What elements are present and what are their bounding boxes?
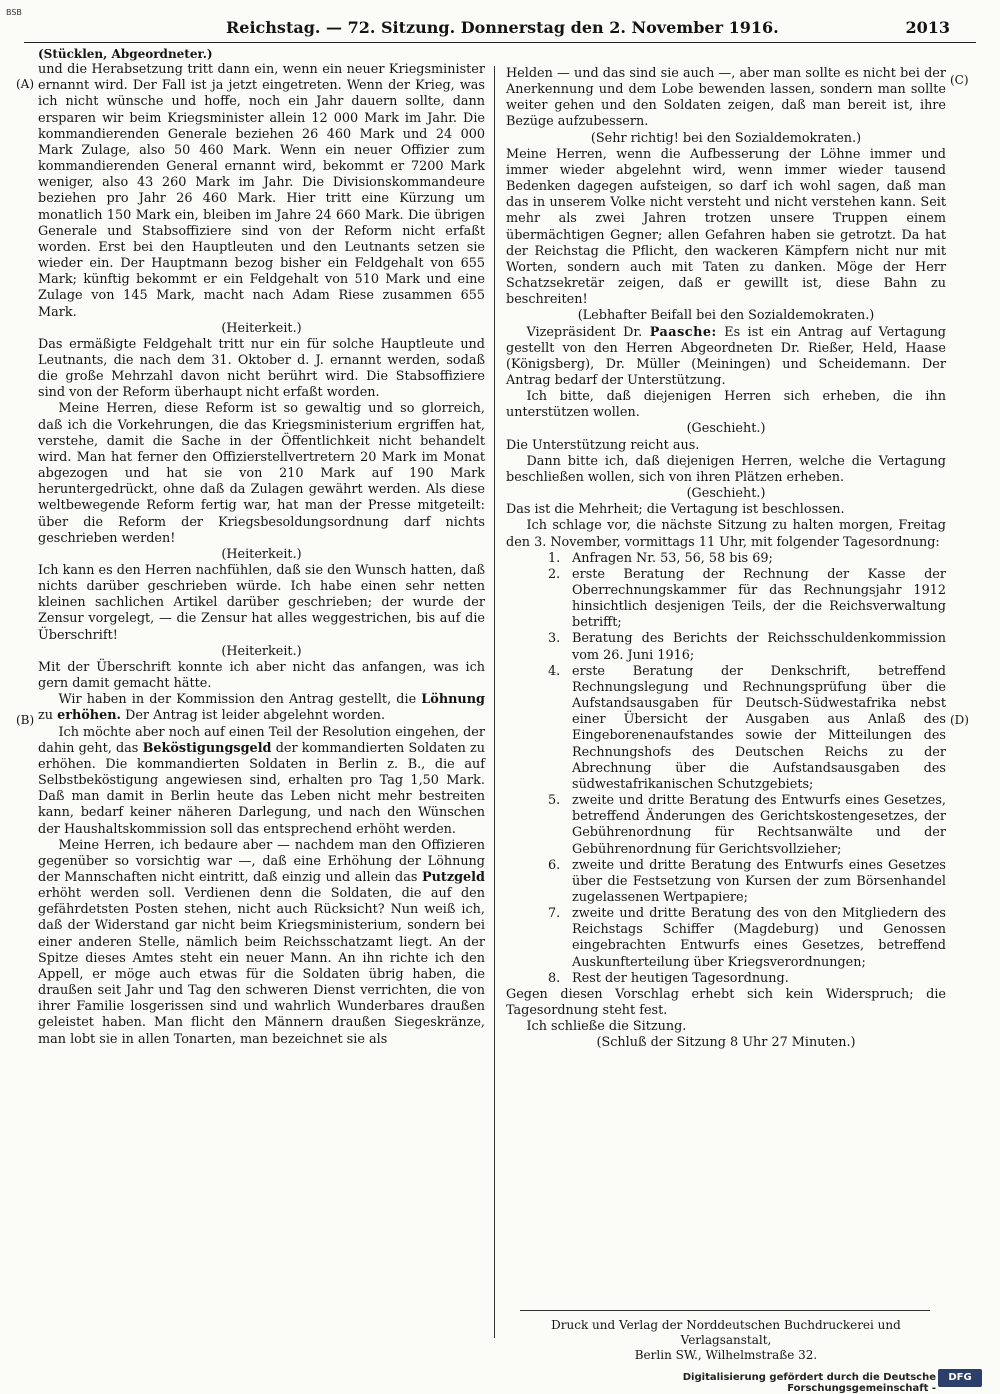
paragraph: Ich schlage vor, die nächste Sitzung zu halten morgen, Freitag den 3. November, vormittags 11 Uhr, mit folgender Tagesordnung: bbox=[506, 518, 946, 550]
text-run: Wir haben in der Kommission den Antrag gestellt, die bbox=[58, 692, 417, 708]
right-column bbox=[506, 66, 946, 1052]
text-run: erhöht werden soll. Verdienen denn die Soldaten, die auf den gefährdetsten Posten stehen, nicht auch Rücksicht? Nun weiß ich, daß der Widerstand gar nicht beim Kriegsministerium, sondern bei einer anderen Stelle, nämlich beim Reichsschatzamt liegt. An der Spitze dieses Amtes steht ein neuer Mann. An ihn richte ich den Appell, er möge auch etwas für die Soldaten übrig haben, die draußen seit Jahr und Tag den schweren Dienst verrichten, die von ihrer Familie losgerissen sind und wahrlich Wunderbares draußen geleistet haben. Man flicht den Männern draußen Siegeskränze, man lobt sie in allen Tonarten, man bezeichnet sie als bbox=[38, 886, 485, 1047]
margin-mark-b: (B) bbox=[16, 713, 35, 727]
imprint-line: Berlin SW., Wilhelmstraße 32. bbox=[634, 1348, 818, 1362]
paragraph bbox=[38, 692, 485, 724]
agenda-text: zweite und dritte Beratung des von den Mitgliedern des Reichstags Schiffer (Magdeburg) und Genossen eingebrachten Entwurfs eines Gesetzes, betreffend Auskunfterteilung über Kriegsverordnungen; bbox=[572, 906, 946, 970]
agenda-item bbox=[506, 551, 946, 567]
agenda-text: Beratung des Berichts der Reichsschuldenkommission vom 26. Juni 1916; bbox=[572, 631, 946, 663]
paragraph: Helden — und das sind sie auch —, aber man sollte es nicht bei der Anerkennung und dem Lobe bewenden lassen, sondern man sollte weiter gehen und den Soldaten zeigen, daß man bereit ist, ihre Bezüge aufzubessern. bbox=[506, 66, 946, 130]
agenda-item bbox=[506, 858, 946, 906]
interjection: (Geschieht.) bbox=[686, 421, 766, 437]
paragraph: Das ermäßigte Feldgehalt tritt nur ein für solche Hauptleute und Leutnants, die nach dem 31. Oktober d. J. ernannt werden, sodaß die große Mehrzahl davon nicht berührt wird. Die Stabsoffiziere sind von der Reform überhaupt nicht erfaßt worden. bbox=[38, 336, 485, 401]
agenda-text: erste Beratung der Denkschrift, betreffend Rechnungslegung und Rechnungsprüfung über die Aufstandsausgaben für Deutsch-Südwestafrika nebst einer Übersicht der Ausgaben aus Anlaß des Eingeborenenaufstandes sowie der Mitteilungen des Rechnungshofs des Deutschen Reichs zu der Abrechnung über die Aufstandsausgaben des südwestafrikanischen Schutzgebiets; bbox=[572, 663, 946, 792]
agenda-text: zweite und dritte Beratung des Entwurfs eines Gesetzes über die Festsetzung von Kursen der zum Börsenhandel zugelassenen Wertpapiere; bbox=[572, 857, 946, 905]
agenda-text: zweite und dritte Beratung des Entwurfs eines Gesetzes, betreffend Änderungen des Gerichtskostengesetzes, der Gebührenordnung für Rechtsanwälte und der Gebührenordnung für Gerichtsvollzieher; bbox=[572, 793, 946, 857]
speaker-name: Paasche: bbox=[649, 324, 717, 340]
text-run: Ich möchte aber noch auf einen Teil der Resolution eingehen, der dahin geht, das bbox=[38, 724, 485, 756]
imprint-line: Druck und Verlag der Norddeutschen Buchdruckerei und Verlagsanstalt, bbox=[551, 1318, 901, 1347]
paragraph: Die Unterstützung reicht aus. bbox=[506, 437, 700, 453]
agenda-number: 1. bbox=[548, 550, 561, 566]
interjection: (Heiterkeit.) bbox=[221, 546, 302, 562]
paragraph: Ich bitte, daß diejenigen Herren sich erheben, die ihn unterstützen wollen. bbox=[506, 389, 946, 421]
text-run: der kommandierten Soldaten zu erhöhen. Die kommandierten Soldaten in Berlin z. B., die auf Selbstbeköstigung angewiesen sind, erhalten pro Tag 1,50 Mark. Daß man damit in Berlin heute das Leben nicht mehr bestreiten kann, bedarf keiner näheren Darlegung, und nach den Wünschen der Haushaltskommission soll das entsprechend erhöht werden. bbox=[38, 740, 485, 837]
margin-mark-a: (A) bbox=[16, 77, 35, 91]
agenda-number: 8. bbox=[548, 970, 561, 986]
paragraph: Ich kann es den Herren nachfühlen, daß sie den Wunsch hatten, daß nichts darüber geschrieben würde. Ich habe einen sehr netten kleinen sachlichen Artikel darüber geschrieben; der wurde der Zensur vorgelegt, — die Zensur hat alles weggestrichen, bis auf die Überschrift! bbox=[38, 563, 485, 643]
margin-mark-c: (C) bbox=[950, 73, 969, 87]
text-run: Es ist ein Antrag auf Vertagung gestellt von den Herren Abgeordneten Dr. Rießer, Held, Haase (Königsberg), Dr. Müller (Meiningen) und Scheidemann. Der Antrag bedarf der Unterstützung. bbox=[506, 324, 946, 388]
agenda-number: 2. bbox=[548, 566, 561, 582]
text-run: Meine Herren, ich bedaure aber — nachdem man den Offizieren gegenüber so vorsichtig war —, daß eine Erhöhung der Löhnung der Mannschaften nicht eintritt, daß einzig und allein das bbox=[38, 837, 485, 885]
emphasis: Beköstigungsgeld bbox=[142, 740, 272, 756]
text-run: Vizepräsident Dr. bbox=[526, 324, 643, 340]
library-mark: BSB bbox=[6, 8, 22, 17]
paragraph: Meine Herren, wenn die Aufbesserung der Löhne immer und immer wieder abgelehnt wird, wenn immer wieder tausend Bedenken dagegen aufsteigen, so darf ich wohl sagen, daß man das in unserem Volke nicht versteht und nicht verstehen kann. Seit mehr als zwei Jahren trotzen unsere Truppen einem übermächtigen Gegner; allen Gefahren haben sie getrotzt. Da hat der Reichstag die Pflicht, den wackeren Kämpfern nicht nur mit Worten, sondern auch mit Taten zu danken. Möge der Herr Schatzsekretär zeigen, daß er gewillt ist, diese Bahn zu beschreiten! bbox=[506, 146, 946, 308]
interjection: (Lebhafter Beifall bei den Sozialdemokraten.) bbox=[577, 308, 875, 324]
page-number: 2013 bbox=[905, 18, 950, 37]
agenda-number: 5. bbox=[548, 793, 561, 809]
header-title: Reichstag. — 72. Sitzung. Donnerstag den 2. November 1916. bbox=[226, 18, 779, 37]
paragraph: Gegen diesen Vorschlag erhebt sich kein Widerspruch; die Tagesordnung steht fest. bbox=[506, 986, 946, 1019]
text-run: Der Antrag ist leider abgelehnt worden. bbox=[125, 708, 386, 724]
dfg-logo: DFG bbox=[938, 1369, 982, 1387]
closing-note: (Schluß der Sitzung 8 Uhr 27 Minuten.) bbox=[596, 1035, 856, 1051]
emphasis: Putzgeld bbox=[421, 869, 485, 885]
running-header bbox=[226, 18, 976, 40]
agenda-item bbox=[506, 631, 946, 663]
paragraph: Ich schließe die Sitzung. bbox=[526, 1019, 687, 1035]
agenda-text: Anfragen Nr. 53, 56, 58 bis 69; bbox=[572, 550, 773, 566]
emphasis: Löhnung bbox=[421, 692, 485, 708]
header-rule bbox=[24, 42, 976, 43]
agenda-item bbox=[506, 971, 946, 987]
agenda-number: 4. bbox=[548, 663, 561, 679]
agenda-text: Rest der heutigen Tagesordnung. bbox=[572, 970, 789, 986]
paragraph bbox=[506, 325, 946, 390]
paragraph bbox=[38, 838, 485, 1048]
interjection: (Heiterkeit.) bbox=[221, 320, 302, 336]
interjection: (Sehr richtig! bei den Sozialdemokraten.) bbox=[590, 130, 862, 146]
paragraph: Meine Herren, diese Reform ist so gewaltig und so glorreich, daß ich die Vorkehrungen, die das Kriegsministerium ergriffen hat, verstehe, damit die Sache in der Öffentlichkeit nicht behandelt wird. Man hat ferner den Offizierstellvertretern 20 Mark im Monat abgezogen und hat sie von 210 Mark auf 190 Mark heruntergedrückt, ohne daß da Zulagen gewährt werden. Als diese weltbewegende Reform fertig war, hat man der Presse mitgeteilt: über die Reform der Kriegsbesoldungsordnung darf nichts geschrieben werden! bbox=[38, 401, 485, 546]
agenda-item bbox=[506, 906, 946, 971]
left-column bbox=[38, 46, 485, 1048]
agenda-text: erste Beratung der Rechnung der Kasse der Oberrechnungskammer für das Rechnungsjahr 1912 hinsichtlich desjenigen Teils, der die Reichsverwaltung betrifft; bbox=[572, 566, 946, 631]
interjection: (Heiterkeit.) bbox=[221, 643, 302, 659]
imprint bbox=[506, 1318, 946, 1363]
agenda-number: 3. bbox=[548, 631, 561, 647]
margin-mark-d: (D) bbox=[950, 713, 969, 727]
emphasis: erhöhen. bbox=[57, 708, 121, 724]
digitization-note: Digitalisierung gefördert durch die Deutsche Forschungsgemeinschaft - bbox=[682, 1372, 936, 1394]
paragraph bbox=[38, 725, 485, 838]
column-divider bbox=[494, 66, 495, 1338]
agenda-number: 7. bbox=[548, 906, 561, 922]
agenda-item bbox=[506, 567, 946, 632]
paragraph: und die Herabsetzung tritt dann ein, wenn ein neuer Kriegsminister ernannt wird. Der Fall ist ja jetzt eingetreten. Wenn der Krieg, was ich nicht wünsche und hoffe, noch ein Jahr dauern sollte, dann ersparen wir beim Kriegsminister allein 12 000 Mark im Jahr. Die kommandierenden Generale beziehen 26 460 Mark und 24 000 Mark Zulage, also 50 460 Mark. Wenn ein neuer Offizier zum kommandierenden General ernannt wird, bekommt er 7200 Mark weniger, also 43 260 Mark im Jahr. Die Divisionskommandeure beziehen pro Jahr 26 460 Mark. Hier tritt eine Kürzung um monatlich 150 Mark ein, bleiben im Jahre 24 660 Mark. Die übrigen Generale und Stabsoffiziere sind von der Reform nicht erfaßt worden. Erst bei den Hauptleuten und den Leutnants setzen sie wieder ein. Der Hauptmann bezog bisher ein Feldgehalt von 655 Mark; künftig bekommt er ein Feldgehalt von 510 Mark und eine Zulage von 145 Mark, macht nach Adam Riese zusammen 655 Mark. bbox=[38, 62, 485, 320]
agenda-item bbox=[506, 664, 946, 793]
interjection: (Geschieht.) bbox=[686, 486, 766, 502]
agenda-item bbox=[506, 793, 946, 858]
agenda-number: 6. bbox=[548, 857, 561, 873]
speaker-note: (Stücklen, Abgeordneter.) bbox=[38, 47, 213, 61]
paragraph: Das ist die Mehrheit; die Vertagung ist beschlossen. bbox=[506, 502, 845, 518]
imprint-rule bbox=[520, 1310, 930, 1311]
text-run: zu bbox=[38, 708, 53, 724]
paragraph: Dann bitte ich, daß diejenigen Herren, welche die Vertagung beschließen wollen, sich von ihren Plätzen erheben. bbox=[506, 453, 946, 485]
agenda-list bbox=[506, 551, 946, 987]
paragraph: Mit der Überschrift konnte ich aber nicht das anfangen, was ich gern damit gemacht hätte. bbox=[38, 659, 485, 692]
